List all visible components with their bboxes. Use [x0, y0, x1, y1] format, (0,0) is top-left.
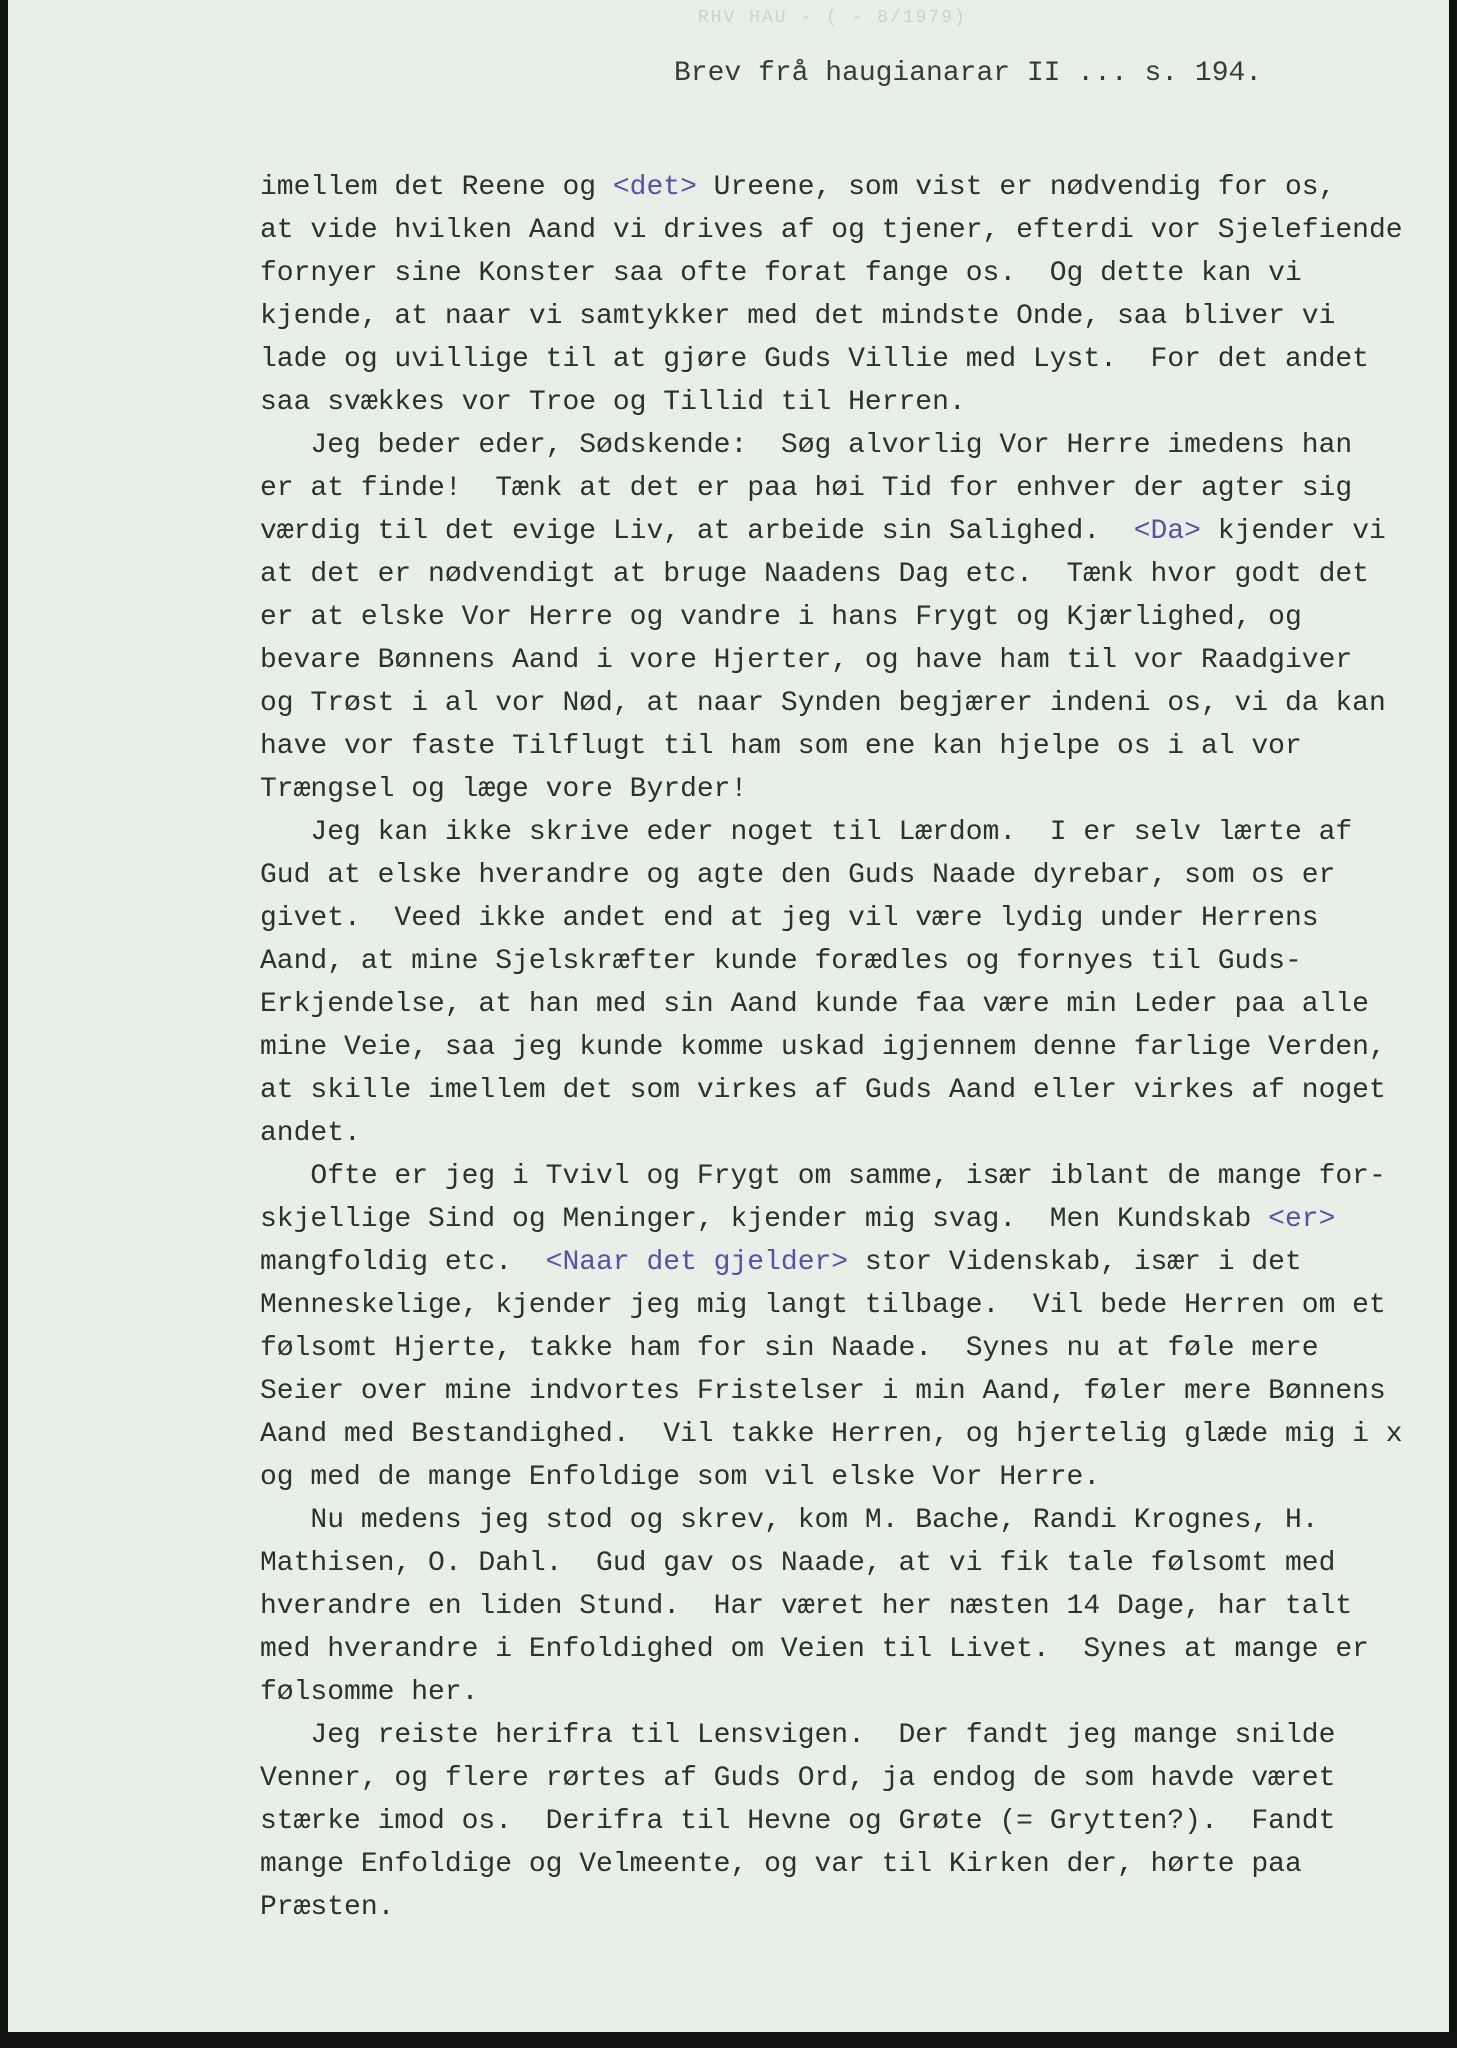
text-line — [260, 1800, 1440, 1843]
line-text: have vor faste Tilflugt til ham som ene kan hjelpe os i al vor — [260, 731, 1302, 762]
text-line — [260, 1112, 1440, 1155]
text-line — [260, 1628, 1440, 1671]
text-line — [260, 166, 1440, 209]
line-text: Seier over mine indvortes Fristelser i min Aand, føler mere Bønnens — [260, 1376, 1386, 1407]
text-line — [260, 1714, 1440, 1757]
line-text: Aand med Bestandighed. Vil takke Herren, og hjertelig glæde mig i x — [260, 1419, 1403, 1450]
line-text: Jeg kan ikke skrive eder noget til Lærdom. I er selv lærte af — [260, 817, 1353, 848]
line-text: værdig til det evige Liv, at arbeide sin Salighed. — [260, 516, 1134, 547]
text-line — [260, 854, 1440, 897]
text-line — [260, 940, 1440, 983]
line-text: Præsten. — [260, 1892, 395, 1923]
text-line — [260, 338, 1440, 381]
text-line — [260, 1886, 1440, 1929]
line-text: Aand, at mine Sjelskræfter kunde forædles og fornyes til Guds- — [260, 946, 1302, 977]
line-text: Venner, og flere rørtes af Guds Ord, ja endog de som havde været — [260, 1763, 1336, 1794]
faint-archive-stamp: RHV HAU - ( - 8/1979) — [698, 8, 967, 28]
line-text: Gud at elske hverandre og agte den Guds Naade dyrebar, som os er — [260, 860, 1336, 891]
text-line — [260, 1327, 1440, 1370]
line-text: følsomt Hjerte, takke ham for sin Naade. Synes nu at føle mere — [260, 1333, 1319, 1364]
line-text: saa svækkes vor Troe og Tillid til Herren. — [260, 387, 966, 418]
line-text: mange Enfoldige og Velmeente, og var til Kirken der, hørte paa — [260, 1849, 1302, 1880]
text-line — [260, 1542, 1440, 1585]
page-reference-header: Brev frå haugianarar II ... s. 194. — [674, 58, 1263, 89]
line-text: kjende, at naar vi samtykker med det mindste Onde, saa bliver vi — [260, 301, 1336, 332]
line-text-continued: kjender vi — [1200, 516, 1386, 547]
text-line — [260, 897, 1440, 940]
line-text: stærke imod os. Derifra til Hevne og Grøte (= Grytten?). Fandt — [260, 1806, 1336, 1837]
text-line — [260, 1413, 1440, 1456]
text-line — [260, 1843, 1440, 1886]
letter-body — [260, 166, 1440, 1929]
line-text: imellem det Reene og — [260, 172, 613, 203]
line-text: med hverandre i Enfoldighed om Veien til Livet. Synes at mange er — [260, 1634, 1369, 1665]
line-text: at det er nødvendigt at bruge Naadens Dag etc. Tænk hvor godt det — [260, 559, 1369, 590]
text-line — [260, 639, 1440, 682]
line-text: Menneskelige, kjender jeg mig langt tilbage. Vil bede Herren om et — [260, 1290, 1386, 1321]
text-line — [260, 682, 1440, 725]
line-text: Trængsel og læge vore Byrder! — [260, 774, 748, 805]
line-text: Jeg beder eder, Sødskende: Søg alvorlig Vor Herre imedens han — [260, 430, 1353, 461]
line-text: følsomme her. — [260, 1677, 479, 1708]
text-line — [260, 1241, 1440, 1284]
text-line — [260, 252, 1440, 295]
text-line — [260, 1155, 1440, 1198]
text-line — [260, 725, 1440, 768]
text-line — [260, 510, 1440, 553]
line-text: mine Veie, saa jeg kunde komme uskad igjennem denne farlige Verden, — [260, 1032, 1386, 1063]
text-line — [260, 295, 1440, 338]
line-text: fornyer sine Konster saa ofte forat fange os. Og dette kan vi — [260, 258, 1302, 289]
editorial-insertion: <er> — [1268, 1204, 1336, 1235]
text-line — [260, 596, 1440, 639]
line-text-continued: Ureene, som vist er nødvendig for os, — [696, 172, 1336, 203]
text-line — [260, 1284, 1440, 1327]
text-line — [260, 1370, 1440, 1413]
line-text: hverandre en liden Stund. Har været her næsten 14 Dage, har talt — [260, 1591, 1353, 1622]
text-line — [260, 553, 1440, 596]
line-text: mangfoldig etc. — [260, 1247, 546, 1278]
line-text-continued: stor Videnskab, især i det — [848, 1247, 1302, 1278]
text-line — [260, 1499, 1440, 1542]
line-text: er at elske Vor Herre og vandre i hans Frygt og Kjærlighed, og — [260, 602, 1302, 633]
line-text: at vide hvilken Aand vi drives af og tjener, efterdi vor Sjelefiende — [260, 215, 1403, 246]
line-text: Mathisen, O. Dahl. Gud gav os Naade, at vi fik tale følsomt med — [260, 1548, 1336, 1579]
editorial-insertion: <Da> — [1133, 516, 1201, 547]
line-text: og Trøst i al vor Nød, at naar Synden begjærer indeni os, vi da kan — [260, 688, 1386, 719]
text-line — [260, 1198, 1440, 1241]
typed-page — [8, 0, 1449, 2032]
text-line — [260, 811, 1440, 854]
line-text: er at finde! Tænk at det er paa høi Tid for enhver der agter sig — [260, 473, 1353, 504]
text-line — [260, 1456, 1440, 1499]
editorial-insertion: <det> — [612, 172, 697, 203]
line-text: Jeg reiste herifra til Lensvigen. Der fandt jeg mange snilde — [260, 1720, 1336, 1751]
line-text: Erkjendelse, at han med sin Aand kunde faa være min Leder paa alle — [260, 989, 1369, 1020]
text-line — [260, 424, 1440, 467]
text-line — [260, 1585, 1440, 1628]
text-line — [260, 381, 1440, 424]
text-line — [260, 1671, 1440, 1714]
line-text: skjellige Sind og Meninger, kjender mig svag. Men Kundskab — [260, 1204, 1269, 1235]
line-text: bevare Bønnens Aand i vore Hjerter, og have ham til vor Raadgiver — [260, 645, 1353, 676]
text-line — [260, 983, 1440, 1026]
text-line — [260, 768, 1440, 811]
text-line — [260, 467, 1440, 510]
line-text: lade og uvillige til at gjøre Guds Villie med Lyst. For det andet — [260, 344, 1369, 375]
text-line — [260, 209, 1440, 252]
line-text: Nu medens jeg stod og skrev, kom M. Bache, Randi Krognes, H. — [260, 1505, 1319, 1536]
line-text: at skille imellem det som virkes af Guds Aand eller virkes af noget — [260, 1075, 1386, 1106]
line-text: Ofte er jeg i Tvivl og Frygt om samme, især iblant de mange for- — [260, 1161, 1386, 1192]
text-line — [260, 1069, 1440, 1112]
line-text: givet. Veed ikke andet end at jeg vil være lydig under Herrens — [260, 903, 1319, 934]
line-text: og med de mange Enfoldige som vil elske Vor Herre. — [260, 1462, 1101, 1493]
editorial-insertion: <Naar det gjelder> — [545, 1247, 849, 1278]
line-text: andet. — [260, 1118, 361, 1149]
text-line — [260, 1757, 1440, 1800]
text-line — [260, 1026, 1440, 1069]
